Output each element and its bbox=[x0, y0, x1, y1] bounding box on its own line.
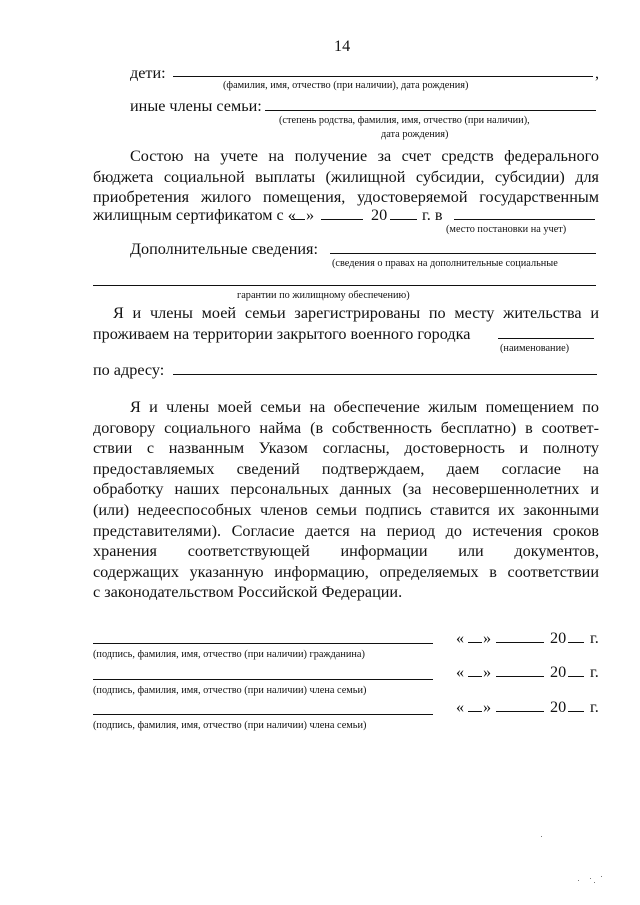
signature-date-year: 20 bbox=[550, 698, 567, 716]
signature-date-day-line[interactable] bbox=[468, 642, 482, 643]
consent-line: обработку наших персональных данных (за несовершеннолетних и bbox=[93, 480, 599, 499]
signature-date-g: г. bbox=[590, 629, 599, 647]
signature-hint-member-1: (подпись, фамилия, имя, отчество (при наличии) члена семьи) bbox=[93, 685, 367, 696]
signature-line-citizen[interactable] bbox=[93, 643, 433, 644]
scan-speck bbox=[541, 836, 542, 837]
children-comma: , bbox=[595, 64, 600, 82]
address-field-line[interactable] bbox=[173, 374, 597, 375]
consent-paragraph bbox=[93, 397, 599, 603]
signature-date-quote-open: « bbox=[456, 663, 465, 681]
signature-date-quote-close: » bbox=[483, 698, 492, 716]
consent-line: содержащих указанную информацию, определяемых в соответствии bbox=[93, 562, 599, 581]
additional-label: Дополнительные сведения: bbox=[130, 240, 318, 258]
certificate-year-line[interactable] bbox=[390, 219, 417, 220]
signature-date-quote-open: « bbox=[456, 629, 465, 647]
address-label: по адресу: bbox=[93, 361, 165, 379]
certificate-prefix: жилищным сертификатом с « bbox=[93, 206, 296, 224]
garrison-name-hint: (наименование) bbox=[500, 343, 570, 354]
signature-date-year-line[interactable] bbox=[568, 711, 584, 712]
additional-field-line-2[interactable] bbox=[93, 285, 596, 286]
signature-date-g: г. bbox=[590, 663, 599, 681]
scan-speck bbox=[590, 878, 591, 879]
certificate-quote-close: » bbox=[306, 206, 315, 224]
children-hint: (фамилия, имя, отчество (при наличии), дата рождения) bbox=[223, 80, 469, 91]
signature-date-month-line[interactable] bbox=[496, 642, 544, 643]
additional-hint-1: (сведения о правах на дополнительные социальные bbox=[332, 258, 558, 269]
signature-date-year-line[interactable] bbox=[568, 642, 584, 643]
consent-line: ствии с названным Указом согласны, достоверность и полноту bbox=[93, 439, 599, 458]
residence-line: Я и члены моей семьи зарегистрированы по месту жительства и bbox=[113, 304, 599, 322]
additional-field-line-1[interactable] bbox=[330, 253, 596, 254]
consent-line: предоставляемых сведений подтверждаем, даем согласие на bbox=[93, 459, 599, 478]
other-members-hint-2: дата рождения) bbox=[381, 129, 449, 140]
consent-line: договору социального найма (в собственность бесплатно) в соответ- bbox=[93, 418, 599, 437]
signature-date-day-line[interactable] bbox=[468, 676, 482, 677]
garrison-name-line[interactable] bbox=[498, 338, 594, 339]
signature-date-quote-close: » bbox=[483, 663, 492, 681]
signature-date-month-line[interactable] bbox=[496, 676, 544, 677]
consent-line: (или) недееспособных членов семьи подпись ставится их законными bbox=[93, 500, 599, 519]
consent-line: Я и члены моей семьи на обеспечение жилым помещением по bbox=[130, 398, 599, 416]
other-members-hint-1: (степень родства, фамилия, имя, отчество (при наличии), bbox=[279, 115, 530, 126]
consent-line: хранения соответствующей информации или документов, bbox=[93, 542, 599, 561]
signature-date-quote-close: » bbox=[483, 629, 492, 647]
signature-date-year: 20 bbox=[550, 663, 567, 681]
consent-line: представителями). Согласие дается на период до истечения сроков bbox=[93, 521, 599, 540]
page-number: 14 bbox=[334, 37, 351, 55]
scan-speck bbox=[594, 882, 595, 883]
additional-hint-2: гарантии по жилищному обеспечению) bbox=[237, 290, 410, 301]
signature-date-quote-open: « bbox=[456, 698, 465, 716]
place-hint: (место постановки на учет) bbox=[446, 224, 567, 235]
signature-date-day-line[interactable] bbox=[468, 711, 482, 712]
registration-line: бюджета социальной выплаты (жилищной субсидии, субсидии) для bbox=[93, 167, 599, 186]
certificate-place-line[interactable] bbox=[454, 219, 595, 220]
signature-date-month-line[interactable] bbox=[496, 711, 544, 712]
signature-date-year-line[interactable] bbox=[568, 676, 584, 677]
children-label: дети: bbox=[130, 64, 166, 82]
signature-date-year: 20 bbox=[550, 629, 567, 647]
signature-hint-citizen: (подпись, фамилия, имя, отчество (при наличии) гражданина) bbox=[93, 649, 365, 660]
residence-paragraph bbox=[93, 303, 599, 324]
children-field-line[interactable] bbox=[173, 76, 593, 77]
certificate-month-line[interactable] bbox=[321, 219, 363, 220]
certificate-g-in: г. в bbox=[422, 206, 443, 224]
registration-line: Состою на учете на получение за счет средств федерального bbox=[130, 147, 599, 165]
consent-line: с законодательством Российской Федерации. bbox=[93, 583, 403, 602]
signature-date-g: г. bbox=[590, 698, 599, 716]
registration-paragraph bbox=[93, 146, 599, 208]
other-members-label: иные члены семьи: bbox=[130, 97, 262, 115]
other-members-field-line[interactable] bbox=[265, 110, 596, 111]
certificate-day-line[interactable] bbox=[291, 219, 305, 220]
registration-line: приобретения жилого помещения, удостоверяемой государственным bbox=[93, 188, 599, 207]
signature-line-member-2[interactable] bbox=[93, 714, 433, 715]
signature-hint-member-2: (подпись, фамилия, имя, отчество (при наличии) члена семьи) bbox=[93, 720, 367, 731]
certificate-year: 20 bbox=[371, 206, 388, 224]
signature-line-member-1[interactable] bbox=[93, 679, 433, 680]
scan-speck bbox=[601, 876, 602, 877]
scan-speck bbox=[578, 880, 579, 881]
residence-line-2: проживаем на территории закрытого военного городка bbox=[93, 325, 471, 343]
